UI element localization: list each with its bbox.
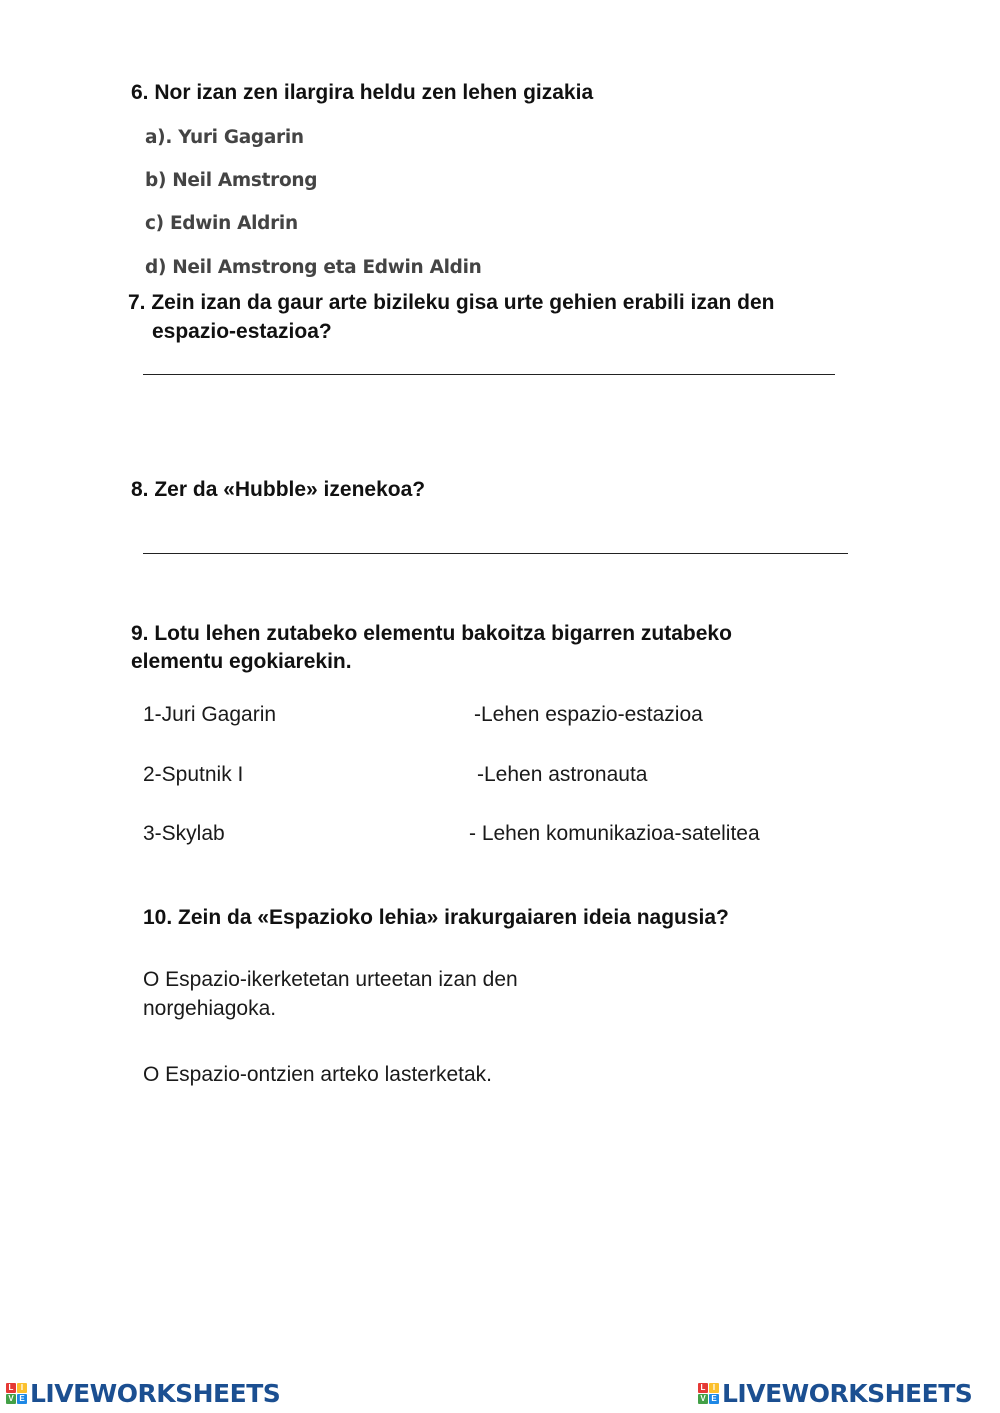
match-right-item-2[interactable]: -Lehen astronauta [477, 763, 648, 786]
question-9-title-line1: 9. Lotu lehen zutabeko elementu bakoitza bigarren zutabeko [131, 622, 732, 645]
question-6-option-d[interactable]: d) Neil Amstrong eta Edwin Aldin [145, 257, 482, 278]
question-10-option-1-line1[interactable]: O Espazio-ikerketetan urteetan izan den [143, 968, 518, 991]
question-7-title-line1: 7. Zein izan da gaur arte bizileku gisa urte gehien erabili izan den [128, 291, 775, 314]
question-7-answer-line[interactable] [143, 374, 835, 375]
question-10-option-1-line2[interactable]: norgehiagoka. [143, 997, 277, 1020]
liveworksheets-logo-right [698, 1379, 972, 1408]
match-right-item-3[interactable]: - Lehen komunikazioa-satelitea [469, 822, 760, 845]
match-left-item-1[interactable]: 1-Juri Gagarin [143, 703, 277, 726]
logo-blocks-icon: L I V E [6, 1383, 27, 1404]
logo-text: LIVEWORKSHEETS [722, 1379, 973, 1408]
question-6-option-c[interactable]: c) Edwin Aldrin [145, 213, 298, 234]
question-10-title: 10. Zein da «Espazioko lehia» irakurgaiaren ideia nagusia? [143, 906, 729, 929]
logo-blocks-icon: L I V E [698, 1383, 719, 1404]
question-6-option-b[interactable]: b) Neil Amstrong [145, 170, 318, 191]
liveworksheets-logo-left [6, 1379, 280, 1408]
match-right-item-1[interactable]: -Lehen espazio-estazioa [474, 703, 703, 726]
question-6-option-a[interactable]: a). Yuri Gagarin [145, 127, 304, 148]
question-8-answer-line[interactable] [143, 553, 848, 554]
logo-text: LIVEWORKSHEETS [30, 1379, 281, 1408]
question-7-title-line2: espazio-estazioa? [152, 320, 332, 343]
match-left-item-2[interactable]: 2-Sputnik I [143, 763, 244, 786]
question-6-title: 6. Nor izan zen ilargira heldu zen lehen gizakia [131, 81, 594, 104]
match-left-item-3[interactable]: 3-Skylab [143, 822, 225, 845]
question-10-option-2[interactable]: O Espazio-ontzien arteko lasterketak. [143, 1063, 493, 1086]
question-8-title: 8. Zer da «Hubble» izenekoa? [131, 478, 426, 501]
question-9-title-line2: elementu egokiarekin. [131, 650, 352, 673]
